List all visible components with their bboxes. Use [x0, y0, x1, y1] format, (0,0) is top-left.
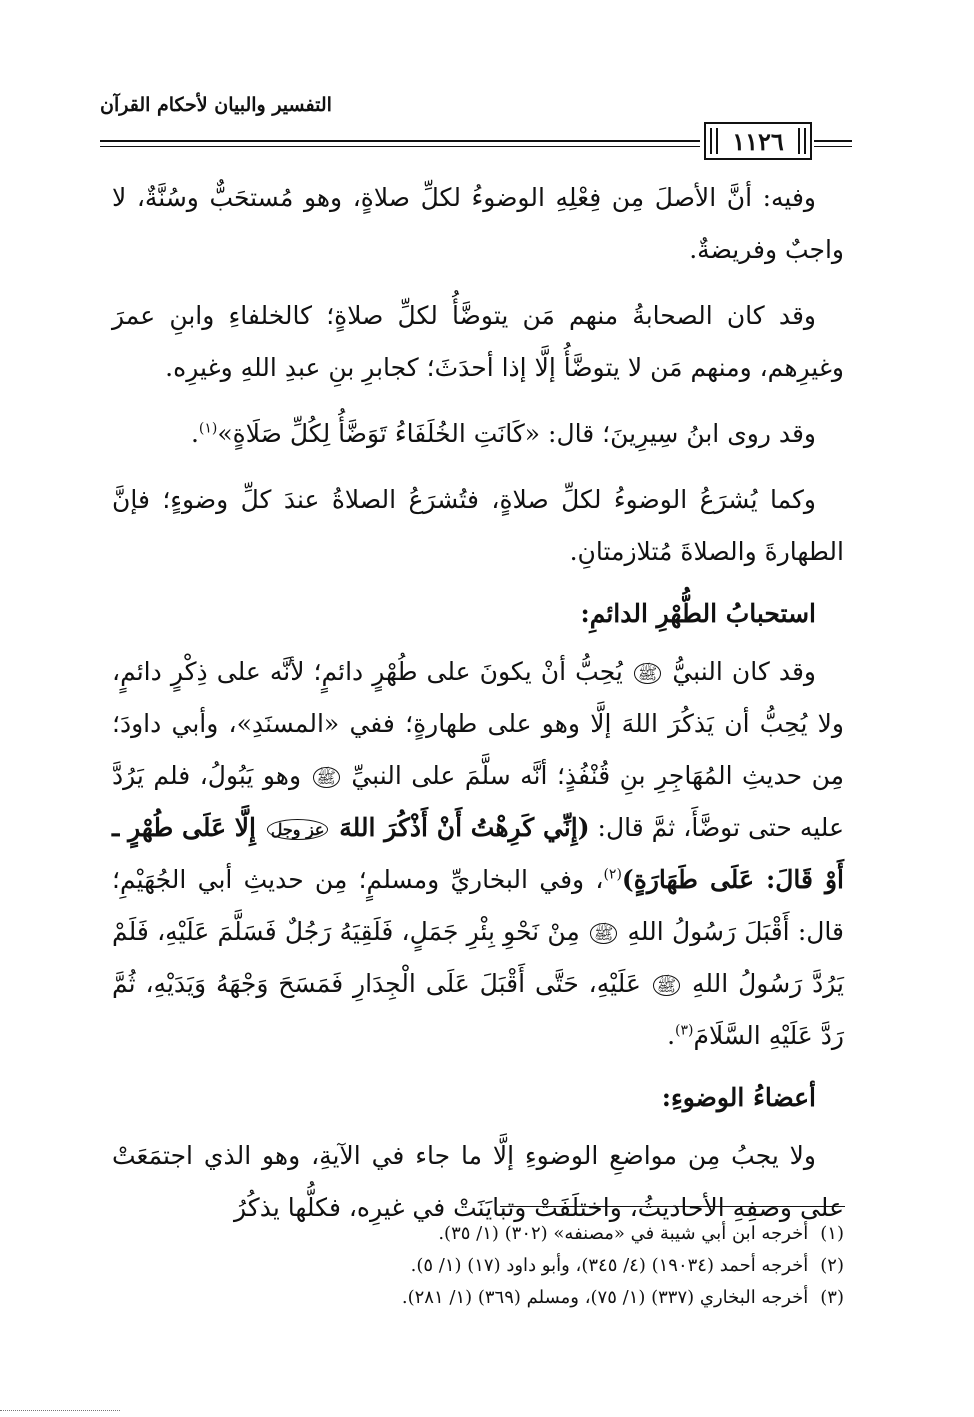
paragraph-3-end: .	[190, 419, 199, 448]
page-number: ١١٢٦	[704, 122, 812, 160]
paragraph-5-part-d: ، وفي البخاريِّ ومسلمٍ؛ مِن حديثِ أبي الجُهَيْمِ؛ قال: أَقْبَلَ رَسُولُ اللهِ	[112, 865, 844, 946]
salawat-icon: ﷺ	[590, 923, 617, 944]
paragraph-6: ولا يجبُ مِن مواضعِ الوضوءِ إلَّا ما جاء في الآيةِ، وهو الذي اجتمَعَتْ على وصفِهِ الأحاديثُ، واختلَفَتْ وتبايَنَتْ في غيرِه، فكلُّها يذكُرُ	[112, 1141, 844, 1222]
header-rule	[100, 140, 700, 142]
footnote-ref-3[interactable]: (٣)	[675, 1022, 694, 1039]
section-heading-constant-purity: استحبابُ الطُّهْرِ الدائمِ:	[580, 599, 816, 628]
paragraph-5	[112, 646, 844, 1062]
header-rule-tail-thin	[814, 146, 852, 147]
paragraph-1: وفيه: أنَّ الأصلَ مِن فِعْلِهِ الوضوءُ لكلِّ صلاةٍ، وهو مُستحَبٌّ وسُنَّةٌ، لا واجبٌ وفريضةٌ.	[112, 183, 844, 264]
section-heading-wudu-organs: أعضاءُ الوضوءِ:	[661, 1083, 816, 1112]
paragraph-5-part-c: وهو يَبُولُ، فلم يَرُدَّ عليه حتى توضَّأَ، ثمَّ قال:	[112, 761, 844, 842]
paragraph-3-text: وقد روى ابنُ سِيرِينَ؛ قال: «كَانَتِ الخُلَفَاءُ تَوَضَّأُ لِكُلِّ صَلَاةٍ»	[217, 419, 816, 448]
paragraph-4: وكما يُشرَعُ الوضوءُ لكلِّ صلاةٍ، فتُشرَعُ الصلاةُ عندَ كلِّ وضوءٍ؛ فإنَّ الطهارةَ والصلاةَ مُتلازمتانِ.	[112, 485, 844, 566]
hadith-quote-part-a: (إِنِّي كَرِهْتُ أَنْ أَذْكُرَ اللهَ	[339, 813, 590, 842]
hadith-quote-part-b: إِلَّا عَلَى طُهْرٍ ـ أَوْ قَالَ: عَلَى طَهَارَةٍ)	[112, 813, 844, 894]
salawat-icon: ﷺ	[634, 663, 661, 684]
footnote-text: أخرجه أحمد (١٩٠٣٤) (٤/ ٣٤٥)، وأبو داود (١٧) (١/ ٥).	[410, 1255, 809, 1276]
scan-edge-mark	[0, 1410, 120, 1411]
footnote-1	[112, 1218, 844, 1250]
running-title: التفسير والبيان لأحكام القرآن	[100, 94, 332, 116]
footnotes	[112, 1218, 844, 1314]
footnote-2	[112, 1250, 844, 1282]
main-text	[112, 172, 844, 1248]
salawat-icon: ﷺ	[313, 767, 340, 788]
paragraph-5-part-f: عَلَيْهِ، حَتَّى أَقْبَلَ عَلَى الْجِدَارِ فَمَسَحَ وَجْهَهُ وَيَدَيْهِ، ثُمَّ رَدَّ عَلَيْهِ السَّلَامَ	[112, 969, 844, 1050]
footnote-text: أخرجه ابن أبي شيبة في «مصنفه» (٣٠٢) (١/ ٣٥).	[438, 1223, 809, 1244]
footnote-number: (١)	[820, 1223, 844, 1244]
azza-wajal-icon: عز وجل	[267, 819, 329, 840]
paragraph-3	[112, 408, 844, 460]
footnote-3	[112, 1282, 844, 1314]
footnote-ref-1[interactable]: (١)	[198, 420, 218, 437]
header-rule-thin	[100, 146, 700, 147]
paragraph-5-end: .	[667, 1021, 676, 1050]
paragraph-5-part-e: مِنْ نَحْوِ بِئْرِ جَمَلٍ، فَلَقِيَهُ رَجُلٌ فَسَلَّمَ عَلَيْهِ، فَلَمْ يَرُدَّ رَسُولُ اللهِ	[112, 917, 844, 998]
footnote-text: أخرجه البخاري (٣٣٧) (١/ ٧٥)، ومسلم (٣٦٩) (١/ ٢٨١).	[401, 1287, 809, 1308]
page-header	[100, 92, 852, 162]
footnote-separator	[500, 1206, 845, 1207]
footnote-number: (٢)	[820, 1255, 844, 1276]
paragraph-5-part-b: يُحِبُّ أنْ يكونَ على طُهْرٍ دائمٍ؛ لأنَّه على ذِكْرٍ دائمٍ، ولا يُحِبُّ أن يَذكُرَ اللهَ إلَّا وهو على طهارةٍ؛ ففي «المسنَدِ»، وأبي داودَ؛ مِن حديثِ المُهَاجِرِ بنِ قُنْفُذٍ؛ أنَّه سلَّمَ على النبيِّ	[112, 657, 844, 790]
footnote-ref-2[interactable]: (٢)	[603, 866, 622, 883]
paragraph-2: وقد كان الصحابةُ منهم مَن يتوضَّأُ لكلِّ صلاةٍ؛ كالخلفاءِ وابنِ عمرَ وغيرِهم، ومنهم مَن لا يتوضَّأُ إلَّا إذا أحدَثَ؛ كجابرِ بنِ عبدِ اللهِ وغيرِه.	[112, 301, 844, 382]
header-rule-tail	[814, 140, 852, 142]
footnote-number: (٣)	[820, 1287, 844, 1308]
salawat-icon: ﷺ	[653, 975, 680, 996]
paragraph-5-part-a: وقد كان النبيُّ	[672, 657, 817, 686]
